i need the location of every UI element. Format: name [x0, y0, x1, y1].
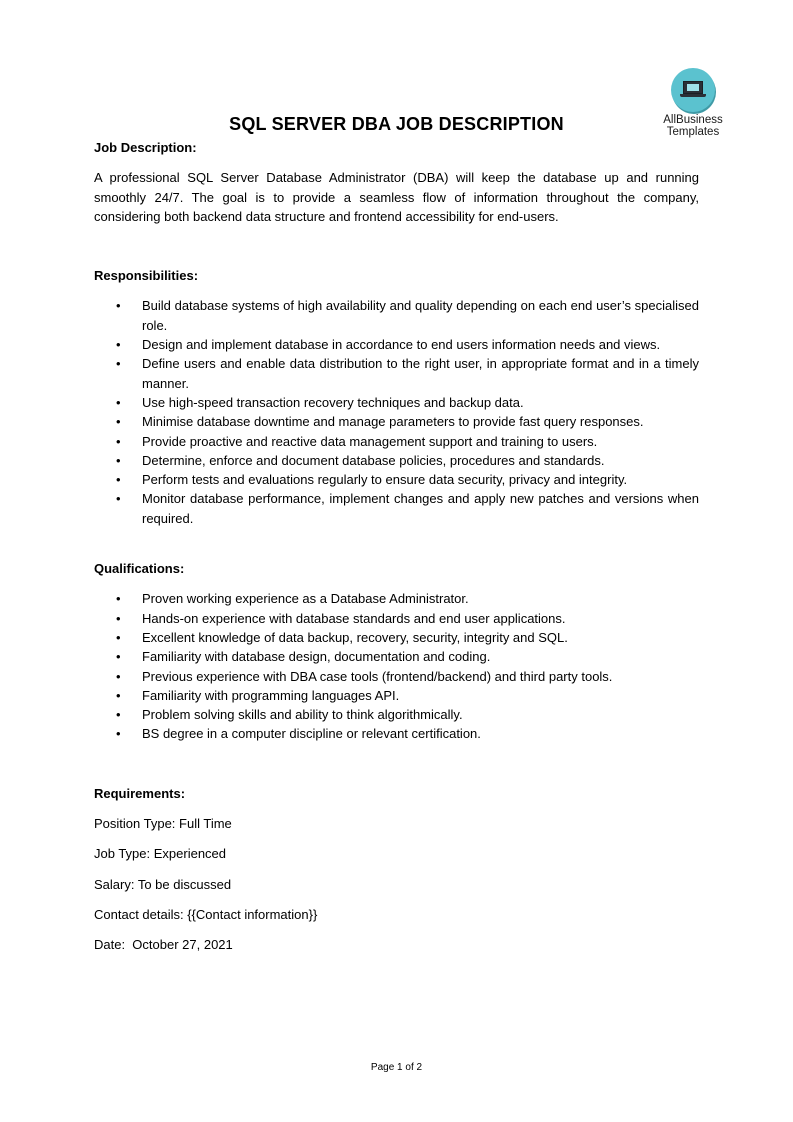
list-item: • Problem solving skills and ability to think algorithmically.	[94, 705, 699, 724]
contact-details: Contact details: {{Contact information}}	[94, 906, 318, 922]
qualifications-heading: Qualifications:	[94, 561, 185, 577]
list-item: • Design and implement database in accordance to end users information needs and views.	[94, 335, 699, 354]
list-item: • BS degree in a computer discipline or relevant certification.	[94, 724, 699, 743]
bullet-icon: •	[116, 649, 121, 665]
bullet-icon: •	[116, 433, 121, 449]
qualifications-list	[94, 589, 699, 743]
laptop-icon	[671, 68, 715, 112]
list-item: • Build database systems of high availability and quality depending on each end user’s specialised role.	[116, 298, 699, 333]
document-title: SQL SERVER DBA JOB DESCRIPTION	[229, 114, 564, 134]
bullet-icon: •	[116, 707, 121, 723]
list-item: • Minimise database downtime and manage parameters to provide fast query responses.	[94, 412, 699, 431]
logo-line-2: Templates	[666, 126, 720, 138]
list-item: • Familiarity with programming languages API.	[94, 686, 699, 705]
bullet-icon: •	[116, 472, 121, 488]
requirements-heading: Requirements:	[94, 785, 186, 801]
list-item: • Excellent knowledge of data backup, recovery, security, integrity and SQL.	[94, 628, 699, 647]
list-item: • Monitor database performance, implement changes and apply new patches and versions when required.	[116, 491, 699, 526]
bullet-icon: •	[116, 687, 121, 703]
job-description-text: A professional SQL Server Database Administrator (DBA) will keep the database up and running smoothly 24/7. The goal is to provide a seamless flow of information throughout the company, considering both backend data structure and frontend accessibility for end-users.	[94, 170, 699, 224]
date: Date: October 27, 2021	[94, 937, 233, 953]
bullet-icon: •	[116, 298, 121, 314]
bullet-icon: •	[116, 668, 121, 684]
bullet-icon: •	[116, 394, 121, 410]
job-type: Job Type: Experienced	[94, 846, 227, 862]
bullet-icon: •	[116, 591, 121, 607]
responsibilities-heading: Responsibilities:	[94, 268, 199, 284]
bullet-icon: •	[116, 491, 121, 507]
list-item: • Determine, enforce and document database policies, procedures and standards.	[94, 451, 699, 470]
list-item: • Perform tests and evaluations regularly to ensure data security, privacy and integrity.	[94, 470, 699, 489]
bullet-icon: •	[116, 629, 121, 645]
job-description-heading: Job Description:	[94, 140, 197, 155]
list-item: • Provide proactive and reactive data management support and training to users.	[94, 432, 699, 451]
bullet-icon: •	[116, 337, 121, 353]
position-type: Position Type: Full Time	[94, 816, 232, 832]
list-item: • Proven working experience as a Database Administrator.	[94, 589, 699, 608]
logo-line-1: AllBusiness	[663, 114, 723, 126]
list-item: • Use high-speed transaction recovery techniques and backup data.	[94, 393, 699, 412]
responsibilities-list	[94, 296, 699, 528]
list-item: • Familiarity with database design, documentation and coding.	[94, 647, 699, 666]
bullet-icon: •	[116, 610, 121, 626]
document-body	[94, 138, 699, 955]
list-item: • Previous experience with DBA case tools (frontend/backend) and third party tools.	[94, 667, 699, 686]
list-item: • Define users and enable data distribution to the right user, in appropriate format and in a timely manner.	[116, 356, 699, 391]
bullet-icon: •	[116, 356, 121, 372]
bullet-icon: •	[116, 414, 121, 430]
page-number: Page 1 of 2	[370, 1062, 423, 1073]
bullet-icon: •	[116, 726, 121, 742]
list-item: • Hands-on experience with database standards and end user applications.	[94, 609, 699, 628]
salary: Salary: To be discussed	[94, 876, 232, 892]
bullet-icon: •	[116, 452, 121, 468]
